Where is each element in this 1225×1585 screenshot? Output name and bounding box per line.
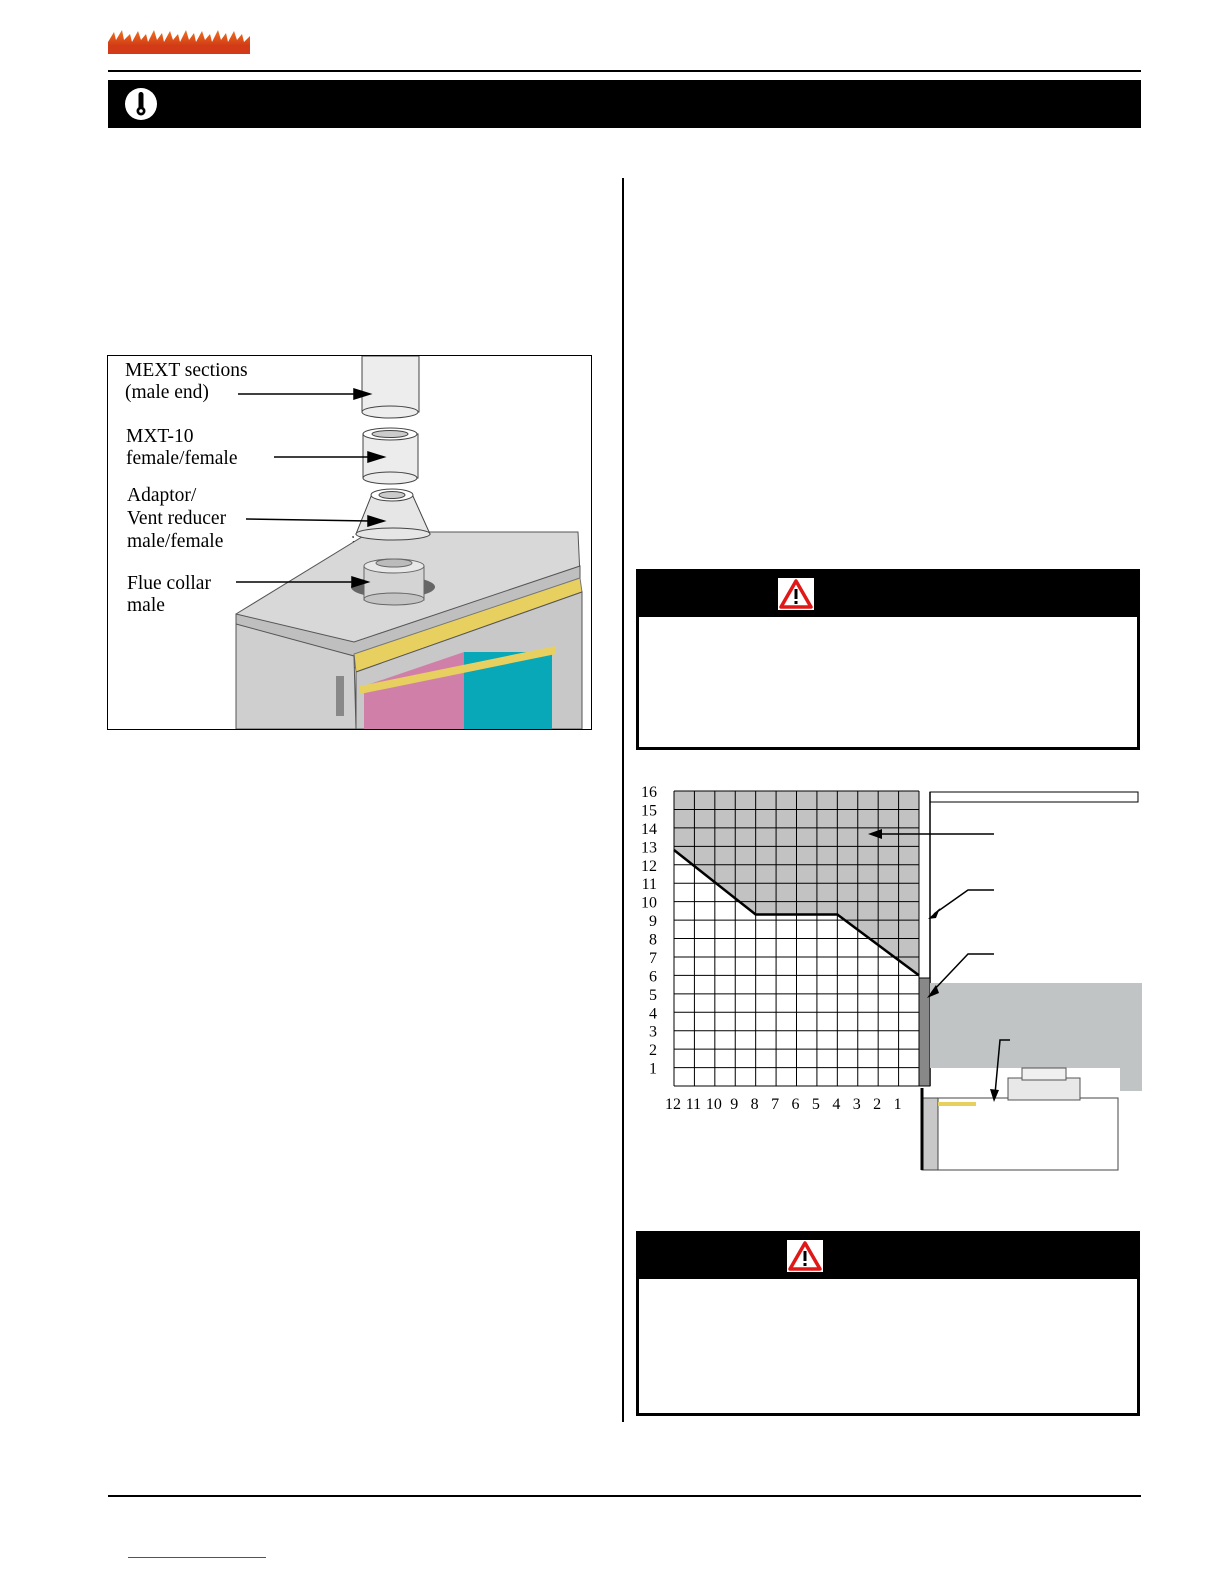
y-tick-label: 2 bbox=[649, 1042, 657, 1060]
header-rule bbox=[108, 70, 1141, 72]
y-tick-label: 10 bbox=[641, 894, 657, 912]
y-tick-label: 6 bbox=[649, 968, 657, 986]
flue-collar-label-line2: male bbox=[127, 595, 165, 616]
warning-triangle-icon bbox=[778, 578, 814, 610]
x-tick-label: 9 bbox=[730, 1096, 739, 1113]
clearance-chart bbox=[630, 776, 1150, 1176]
mxt-label-line1: MXT-10 bbox=[126, 426, 194, 447]
warning-box-1 bbox=[636, 569, 1140, 750]
adaptor-label bbox=[127, 484, 226, 553]
mext-label-line2: (male end) bbox=[125, 382, 209, 403]
mxt-label bbox=[126, 426, 238, 470]
y-tick-label: 4 bbox=[649, 1005, 657, 1023]
flue-components-figure bbox=[107, 355, 592, 730]
x-tick-label: 12 bbox=[665, 1096, 681, 1113]
mantel-board bbox=[919, 978, 930, 1086]
warning-box-2-header bbox=[639, 1234, 1137, 1279]
adaptor-label-line2: Vent reducer bbox=[127, 508, 227, 529]
adaptor-label-line1: Adaptor/ bbox=[127, 485, 197, 506]
fireplace-trim bbox=[938, 1102, 976, 1106]
x-tick-label: 11 bbox=[685, 1096, 702, 1113]
flue-collar-top bbox=[1022, 1068, 1066, 1080]
y-tick-label: 14 bbox=[641, 820, 657, 838]
flue-collar-label bbox=[127, 573, 211, 617]
column-divider bbox=[622, 178, 624, 1422]
warning-box-2 bbox=[636, 1231, 1140, 1416]
x-tick-label: 4 bbox=[832, 1096, 841, 1113]
mext-label bbox=[125, 360, 248, 404]
y-tick-label: 13 bbox=[641, 839, 657, 857]
x-tick-label: 8 bbox=[750, 1096, 759, 1113]
x-tick-label: 3 bbox=[852, 1096, 861, 1113]
y-tick-label: 15 bbox=[641, 802, 657, 820]
mxt-label-line2: female/female bbox=[126, 448, 238, 469]
warning-box-1-header bbox=[639, 572, 1137, 617]
warning-triangle-icon bbox=[787, 1240, 823, 1272]
y-tick-label: 1 bbox=[649, 1060, 657, 1078]
flue-collar-base bbox=[1008, 1078, 1080, 1100]
flue-collar-label-line1: Flue collar bbox=[127, 573, 211, 594]
y-tick-label: 11 bbox=[641, 876, 657, 894]
brand-logo bbox=[108, 28, 250, 54]
y-tick-label: 12 bbox=[641, 857, 657, 875]
y-tick-label: 8 bbox=[649, 931, 657, 949]
ceiling-shelf bbox=[930, 792, 1138, 802]
callout-leader bbox=[934, 890, 994, 914]
y-tick-label: 3 bbox=[649, 1023, 657, 1041]
x-tick-label: 10 bbox=[705, 1096, 722, 1113]
section-header-bar bbox=[108, 80, 1141, 128]
y-tick-label: 16 bbox=[641, 784, 657, 801]
y-tick-label: 7 bbox=[649, 949, 657, 967]
mext-label-line1: MEXT sections bbox=[125, 360, 248, 381]
fireplace-side bbox=[922, 1098, 938, 1170]
adaptor-label-line3: male/female bbox=[127, 531, 224, 552]
x-tick-label: 6 bbox=[791, 1096, 800, 1113]
y-tick-label: 5 bbox=[649, 986, 657, 1004]
wrench-icon bbox=[124, 87, 158, 121]
footer-rule bbox=[108, 1495, 1141, 1497]
footer-link-underline[interactable] bbox=[128, 1557, 266, 1558]
x-tick-label: 5 bbox=[811, 1096, 820, 1113]
y-tick-label: 9 bbox=[649, 913, 657, 931]
x-tick-label: 7 bbox=[771, 1096, 780, 1113]
x-tick-label: 2 bbox=[873, 1096, 882, 1113]
x-tick-label: 1 bbox=[893, 1096, 902, 1113]
fireplace-top bbox=[922, 1098, 1118, 1170]
